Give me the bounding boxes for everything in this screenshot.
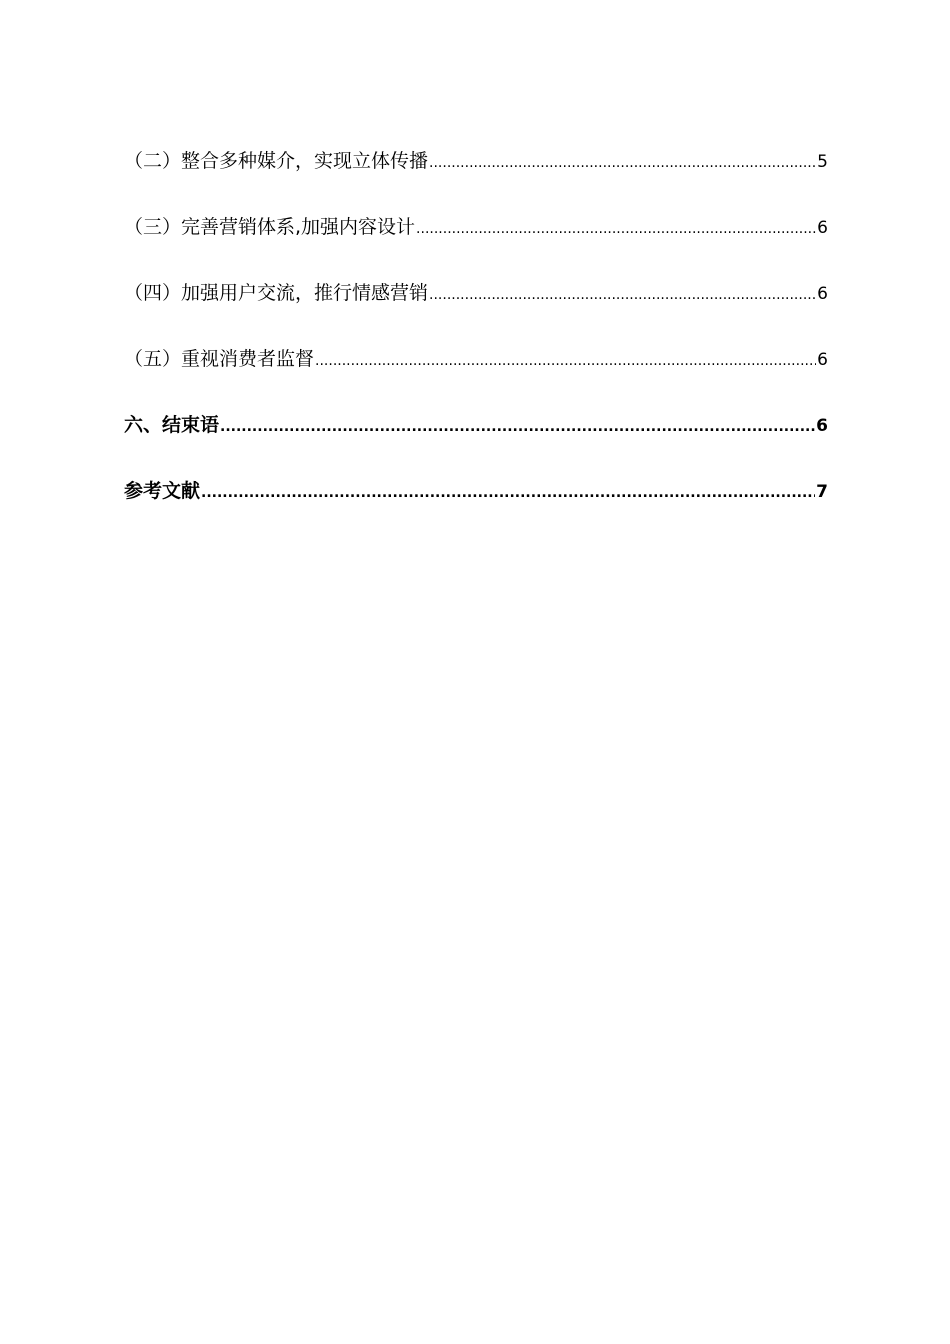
toc-entry-title: （二）整合多种媒介，实现立体传播: [124, 150, 429, 172]
table-of-contents: [124, 145, 828, 541]
toc-entry-title: （四）加强用户交流，推行情感营销: [124, 282, 429, 304]
toc-entry-title: （五）重视消费者监督: [124, 348, 315, 370]
toc-page-number: 6: [816, 416, 828, 436]
toc-entry[interactable]: [124, 343, 828, 409]
toc-entry-title: （三）完善营销体系,加强内容设计: [124, 216, 416, 238]
toc-page-number: 5: [817, 152, 828, 172]
toc-entry[interactable]: [124, 277, 828, 343]
toc-dot-leader: [315, 345, 816, 377]
toc-entry[interactable]: [124, 145, 828, 211]
toc-dot-leader: [220, 411, 815, 443]
toc-page-number: 6: [817, 218, 828, 238]
toc-dot-leader: [429, 279, 816, 311]
toc-entry-title: 参考文献: [124, 480, 201, 502]
toc-dot-leader: [201, 477, 815, 509]
toc-dot-leader: [416, 213, 816, 245]
toc-page-number: 7: [816, 482, 828, 502]
toc-entry[interactable]: [124, 475, 828, 541]
toc-page-number: 6: [817, 284, 828, 304]
toc-entry[interactable]: [124, 211, 828, 277]
toc-dot-leader: [429, 147, 816, 179]
toc-entry[interactable]: [124, 409, 828, 475]
toc-entry-title: 六、结束语: [124, 414, 220, 436]
toc-page-number: 6: [817, 350, 828, 370]
